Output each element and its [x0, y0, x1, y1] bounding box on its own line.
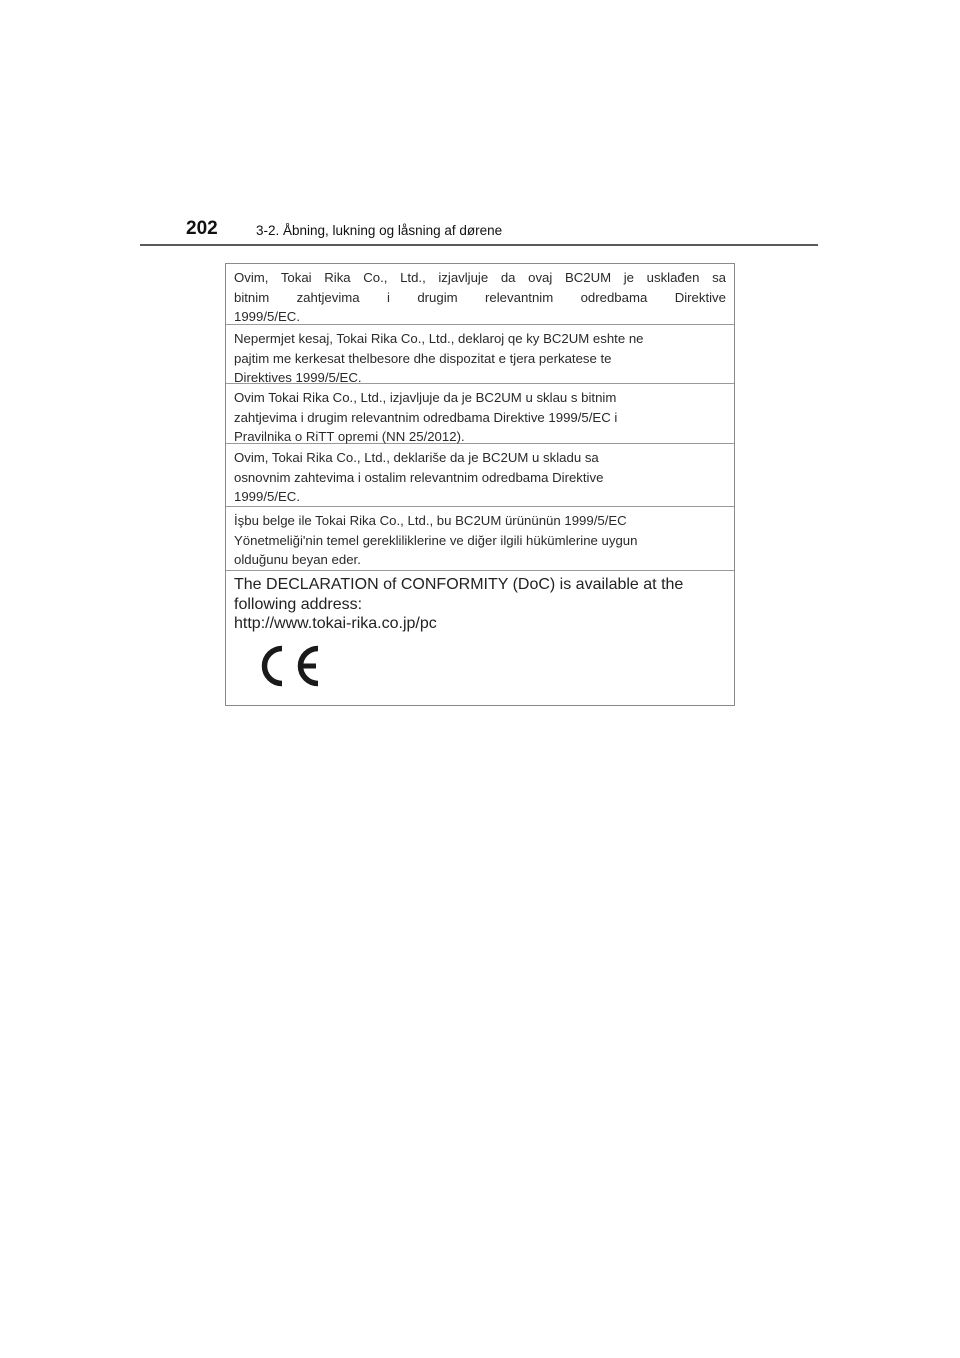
declaration-croatian	[226, 384, 734, 444]
declaration-croatian-bosnian	[226, 264, 734, 325]
page-number: 202	[186, 218, 218, 239]
declaration-albanian	[226, 325, 734, 384]
declaration-line: bitnim zahtjevima i drugim relevantnim odredbama Direktive	[234, 289, 726, 305]
declaration-line: Ovim, Tokai Rika Co., Ltd., izjavljuje da ovaj BC2UM je usklađen sa	[234, 270, 726, 285]
declaration-line: olduğunu beyan eder.	[234, 552, 361, 567]
ce-mark-icon	[254, 643, 324, 689]
declaration-box	[225, 263, 735, 706]
doc-notice-text	[234, 575, 726, 634]
doc-notice-line: following address:	[234, 595, 363, 613]
declaration-line: pajtim me kerkesat thelbesore dhe dispozitat e tjera perkatese te	[234, 350, 612, 366]
declaration-line: Ovim, Tokai Rika Co., Ltd., deklariše da je BC2UM u skladu sa	[234, 450, 599, 465]
declaration-line: osnovnim zahtevima i ostalim relevantnim odredbama Direktive	[234, 469, 604, 485]
declaration-serbian	[226, 444, 734, 507]
declaration-line: 1999/5/EC.	[234, 309, 300, 324]
declaration-line: 1999/5/EC.	[234, 489, 300, 504]
declaration-line: İşbu belge ile Tokai Rika Co., Ltd., bu BC2UM ürününün 1999/5/EC	[234, 513, 627, 528]
doc-url: http://www.tokai-rika.co.jp/pc	[234, 615, 437, 632]
doc-notice-line: The DECLARATION of CONFORMITY (DoC) is available at the	[234, 576, 684, 593]
declaration-line: Direktives 1999/5/EC.	[234, 370, 362, 385]
page-header	[140, 218, 818, 246]
declaration-line: Ovim Tokai Rika Co., Ltd., izjavljuje da je BC2UM u sklau s bitnim	[234, 390, 617, 405]
header-rule	[140, 244, 818, 246]
declaration-line: Yönetmeliği'nin temel gerekliliklerine ve diğer ilgili hükümlerine uygun	[234, 532, 638, 548]
declaration-line: zahtjevima i drugim relevantnim odredbama Direktive 1999/5/EC i	[234, 409, 618, 425]
section-title: 3-2. Åbning, lukning og låsning af dørene	[256, 223, 503, 238]
declaration-line: Nepermjet kesaj, Tokai Rika Co., Ltd., deklaroj qe ky BC2UM eshte ne	[234, 331, 644, 346]
doc-notice	[226, 571, 734, 705]
declaration-turkish	[226, 507, 734, 571]
declaration-line: Pravilnika o RiTT opremi (NN 25/2012).	[234, 429, 465, 444]
